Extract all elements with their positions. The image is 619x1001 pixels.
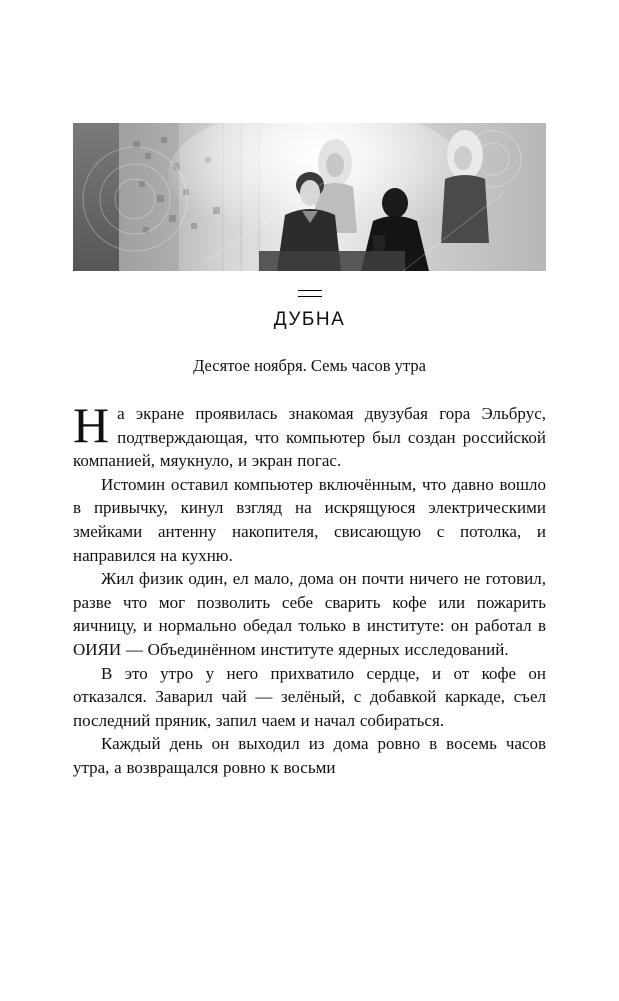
- chapter-illustration: [73, 123, 546, 271]
- paragraph: В это утро у него прихватило сердце, и от кофе он отказался. Заварил чай — зелёный, с добавкой каркаде, съел последний пряник, запил чаем и начал собираться.: [73, 663, 546, 730]
- drop-cap: Н: [73, 397, 110, 453]
- body-text: [73, 397, 546, 780]
- paragraph: [73, 397, 546, 473]
- chapter-ornament-icon: [298, 290, 322, 297]
- paragraph: Истомин оставил компьютер включённым, что давно вошло в привычку, кинул взгляд на искрящуюся электрическими змейками антенну накопителя, свисающую с потолка, и направился на кухню.: [73, 474, 546, 565]
- chapter-illustration-art: [73, 123, 546, 271]
- figure-woman-right: [441, 130, 489, 243]
- paragraph-text: а экране проявилась знакомая двузубая гора Эльбрус, подтверждающая, что компьютер был создан российской компанией, мяукнуло, и экран погас.: [73, 404, 546, 471]
- paragraph: Жил физик один, ел мало, дома он почти ничего не готовил, разве что мог позволить себе сварить кофе или пожарить яичницу, и нормально обедал только в институте: он работал в ОИЯИ — Объединённом институте ядерных исследований.: [73, 569, 546, 659]
- paragraph: Каждый день он выходил из дома ровно в восемь часов утра, а возвращался ровно к восьми: [73, 734, 546, 777]
- chapter-subtitle: Десятое ноября. Семь часов утра: [193, 356, 426, 375]
- chapter-title: ДУБНА: [273, 309, 346, 330]
